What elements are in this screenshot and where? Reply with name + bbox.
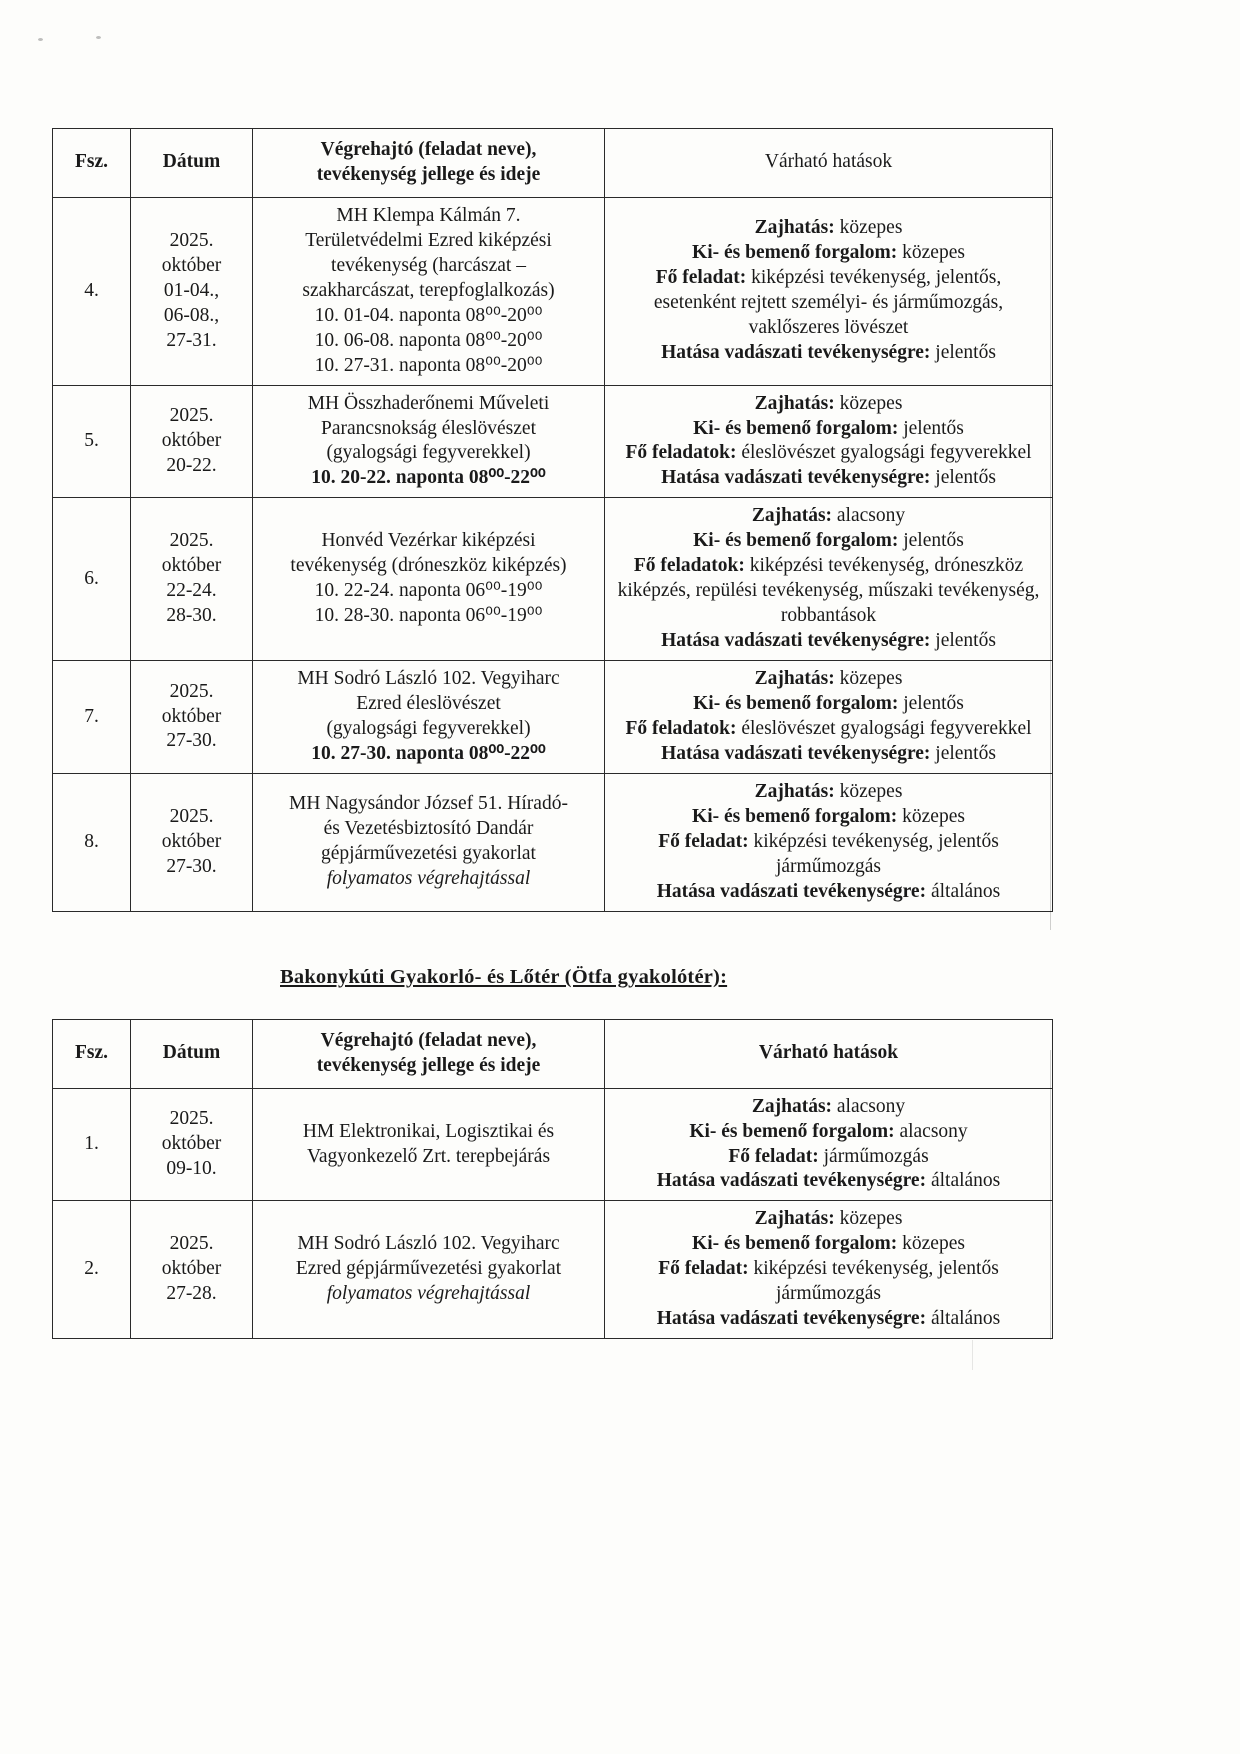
- table-row: [53, 385, 1053, 498]
- effect-hunting: Hatása vadászati tevékenységre: jelentős: [661, 467, 996, 489]
- header-vegrehajto-line1: Végrehajtó (feladat neve),: [320, 139, 537, 160]
- effect-main-task: Fő feladatok: éleslövészet gyalogsági fegyverekkel: [625, 718, 1032, 740]
- cell-fsz: 8.: [53, 773, 131, 911]
- cell-fsz: 5.: [53, 385, 131, 498]
- training-schedule-table-1: [52, 128, 1053, 912]
- datum-line: október: [161, 254, 222, 276]
- cell-varhato-hatasok: [605, 1088, 1053, 1201]
- datum-line: 27-31.: [166, 329, 217, 351]
- task-line: Parancsnokság éleslövészet: [321, 417, 536, 439]
- effect-hunting: Hatása vadászati tevékenységre: jelentős: [661, 630, 996, 652]
- effect-hunting: Hatása vadászati tevékenységre: jelentős: [661, 742, 996, 764]
- cell-fsz: 6.: [53, 498, 131, 661]
- header-vegrehajto-line2: tevékenység jellege és ideje: [316, 163, 541, 185]
- cell-varhato-hatasok: [605, 498, 1053, 661]
- task-line: folyamatos végrehajtással: [326, 1283, 531, 1305]
- datum-line: 28-30.: [166, 605, 217, 627]
- effect-traffic: Ki- és bemenő forgalom: közepes: [692, 805, 965, 827]
- header-datum: Dátum: [131, 1019, 253, 1088]
- header-varhato-hatasok: Várható hatások: [605, 1019, 1053, 1088]
- task-line: Honvéd Vezérkar kiképzési: [321, 530, 536, 552]
- section-title-bakonykuti: Bakonykúti Gyakorló- és Lőtér (Ötfa gyakolótér):: [280, 965, 728, 988]
- effect-main-task: Fő feladatok: kiképzési tevékenység, dróneszköz kiképzés, repülési tevékenység, műszaki tevékenység, robbantások: [617, 555, 1040, 627]
- task-line: 10. 27-31. naponta 08⁰⁰-20⁰⁰: [314, 354, 543, 376]
- task-line: 10. 22-24. naponta 06⁰⁰-19⁰⁰: [314, 580, 543, 602]
- task-line: (gyalogsági fegyverekkel): [326, 718, 531, 740]
- table-row: [53, 1088, 1053, 1201]
- table-header-row: [53, 1019, 1053, 1088]
- datum-line: október: [161, 1258, 222, 1280]
- effect-noise: Zajhatás: közepes: [754, 392, 903, 414]
- datum-line: 2025.: [169, 805, 214, 827]
- task-line: 10. 28-30. naponta 06⁰⁰-19⁰⁰: [314, 605, 543, 627]
- task-line: 10. 27-30. naponta 08⁰⁰-22⁰⁰: [311, 742, 546, 764]
- table-row: [53, 1201, 1053, 1339]
- header-vegrehajto: [253, 1019, 605, 1088]
- task-line: Vagyonkezelő Zrt. terepbejárás: [306, 1145, 551, 1167]
- table-row: [53, 498, 1053, 661]
- datum-line: 2025.: [169, 530, 214, 552]
- datum-line: október: [161, 705, 222, 727]
- effect-noise: Zajhatás: alacsony: [751, 505, 906, 527]
- cell-fsz: 2.: [53, 1201, 131, 1339]
- scan-artifact: [1050, 140, 1051, 930]
- header-vegrehajto: [253, 129, 605, 198]
- datum-line: 27-28.: [166, 1283, 217, 1305]
- header-fsz: Fsz.: [53, 1019, 131, 1088]
- cell-varhato-hatasok: [605, 1201, 1053, 1339]
- effect-hunting: Hatása vadászati tevékenységre: általános: [656, 880, 1001, 902]
- cell-vegrehajto: [253, 498, 605, 661]
- datum-line: október: [161, 430, 222, 451]
- datum-line: 01-04.,: [163, 279, 220, 301]
- header-vegrehajto-line1: Végrehajtó (feladat neve),: [320, 1029, 537, 1051]
- cell-vegrehajto: [253, 1201, 605, 1339]
- effect-hunting: Hatása vadászati tevékenységre: általános: [656, 1170, 1001, 1192]
- task-line: Területvédelmi Ezred kiképzési: [305, 229, 552, 251]
- effect-main-task: Fő feladat: kiképzési tevékenység, jelentős járműmozgás: [658, 1258, 999, 1305]
- datum-line: október: [161, 1133, 222, 1155]
- cell-varhato-hatasok: [605, 197, 1053, 385]
- datum-line: október: [161, 830, 222, 852]
- effect-noise: Zajhatás: közepes: [754, 668, 903, 690]
- task-line: 10. 20-22. naponta 08⁰⁰-22⁰⁰: [311, 467, 546, 489]
- task-line: MH Nagysándor József 51. Híradó-: [289, 793, 568, 815]
- effect-main-task: Fő feladat: kiképzési tevékenység, jelentős, esetenként rejtett személyi- és járműmozgás, vaklőszeres lövészet: [653, 267, 1004, 339]
- table-row: [53, 197, 1053, 385]
- task-line: (gyalogsági fegyverekkel): [326, 442, 531, 464]
- task-line: MH Sodró László 102. Vegyiharc: [297, 668, 560, 690]
- datum-line: 2025.: [169, 405, 214, 427]
- cell-vegrehajto: [253, 197, 605, 385]
- effect-hunting: Hatása vadászati tevékenységre: jelentős: [661, 342, 996, 364]
- table-row: [53, 661, 1053, 774]
- datum-line: 2025.: [169, 1108, 214, 1130]
- cell-vegrehajto: [253, 773, 605, 911]
- cell-datum: [131, 661, 253, 774]
- effect-noise: Zajhatás: közepes: [754, 1208, 903, 1230]
- effect-main-task: Fő feladatok: éleslövészet gyalogsági fegyverekkel: [625, 442, 1032, 464]
- task-line: folyamatos végrehajtással: [326, 868, 531, 890]
- cell-vegrehajto: [253, 661, 605, 774]
- effect-main-task: Fő feladat: járműmozgás: [728, 1145, 929, 1167]
- cell-fsz: 4.: [53, 197, 131, 385]
- scan-speck: [96, 36, 101, 39]
- task-line: tevékenység (dróneszköz kiképzés): [290, 555, 567, 577]
- datum-line: október: [161, 555, 222, 577]
- effect-noise: Zajhatás: közepes: [754, 217, 903, 239]
- cell-varhato-hatasok: [605, 661, 1053, 774]
- task-line: 10. 06-08. naponta 08⁰⁰-20⁰⁰: [314, 329, 543, 351]
- effect-traffic: Ki- és bemenő forgalom: jelentős: [693, 417, 964, 439]
- datum-line: 20-22.: [166, 454, 217, 476]
- cell-datum: [131, 1201, 253, 1339]
- datum-line: 22-24.: [166, 580, 217, 602]
- cell-varhato-hatasok: [605, 773, 1053, 911]
- training-schedule-table-2: [52, 1019, 1053, 1339]
- datum-line: 09-10.: [166, 1157, 217, 1179]
- effect-traffic: Ki- és bemenő forgalom: jelentős: [693, 693, 964, 715]
- cell-vegrehajto: [253, 1088, 605, 1201]
- task-line: Ezred gépjárművezetési gyakorlat: [295, 1258, 562, 1280]
- document-content: [52, 128, 1194, 1339]
- task-line: tevékenység (harcászat –: [331, 254, 526, 276]
- header-vegrehajto-line2: tevékenység jellege és ideje: [316, 1054, 541, 1076]
- cell-vegrehajto: [253, 385, 605, 498]
- effect-noise: Zajhatás: közepes: [754, 780, 903, 802]
- effect-hunting: Hatása vadászati tevékenységre: általános: [656, 1308, 1001, 1330]
- datum-line: 2025.: [169, 680, 214, 702]
- cell-datum: [131, 773, 253, 911]
- datum-line: 27-30.: [166, 730, 217, 752]
- table-header-row: [53, 129, 1053, 198]
- effect-traffic: Ki- és bemenő forgalom: alacsony: [689, 1120, 968, 1142]
- task-line: 10. 01-04. naponta 08⁰⁰-20⁰⁰: [314, 304, 543, 326]
- datum-line: 2025.: [169, 229, 214, 251]
- task-line: MH Klempa Kálmán 7.: [336, 204, 521, 226]
- header-varhato-hatasok: Várható hatások: [605, 129, 1053, 198]
- task-line: és Vezetésbiztosító Dandár: [323, 818, 534, 840]
- scan-artifact: [1050, 1050, 1051, 1340]
- task-line: gépjárművezetési gyakorlat: [321, 843, 536, 865]
- scan-artifact: [972, 1340, 973, 1370]
- cell-datum: [131, 197, 253, 385]
- header-datum: Dátum: [131, 129, 253, 198]
- header-fsz: Fsz.: [53, 129, 131, 198]
- datum-line: 2025.: [169, 1233, 214, 1255]
- task-line: Ezred éleslövészet: [356, 693, 501, 715]
- cell-datum: [131, 1088, 253, 1201]
- cell-varhato-hatasok: [605, 385, 1053, 498]
- task-line: MH Összhaderőnemi Műveleti: [307, 392, 550, 414]
- effect-traffic: Ki- és bemenő forgalom: közepes: [692, 1233, 965, 1255]
- task-line: HM Elektronikai, Logisztikai és: [302, 1120, 555, 1142]
- table-row: [53, 773, 1053, 911]
- effect-traffic: Ki- és bemenő forgalom: jelentős: [693, 530, 964, 552]
- effect-main-task: Fő feladat: kiképzési tevékenység, jelentős járműmozgás: [658, 830, 999, 877]
- task-line: szakharcászat, terepfoglalkozás): [302, 279, 555, 301]
- datum-line: 06-08.,: [163, 304, 220, 326]
- datum-line: 27-30.: [166, 855, 217, 877]
- cell-fsz: 1.: [53, 1088, 131, 1201]
- task-line: MH Sodró László 102. Vegyiharc: [297, 1233, 560, 1255]
- cell-fsz: 7.: [53, 661, 131, 774]
- cell-datum: [131, 385, 253, 498]
- effect-noise: Zajhatás: alacsony: [751, 1095, 906, 1117]
- cell-datum: [131, 498, 253, 661]
- scan-speck: [38, 38, 43, 41]
- effect-traffic: Ki- és bemenő forgalom: közepes: [692, 242, 965, 264]
